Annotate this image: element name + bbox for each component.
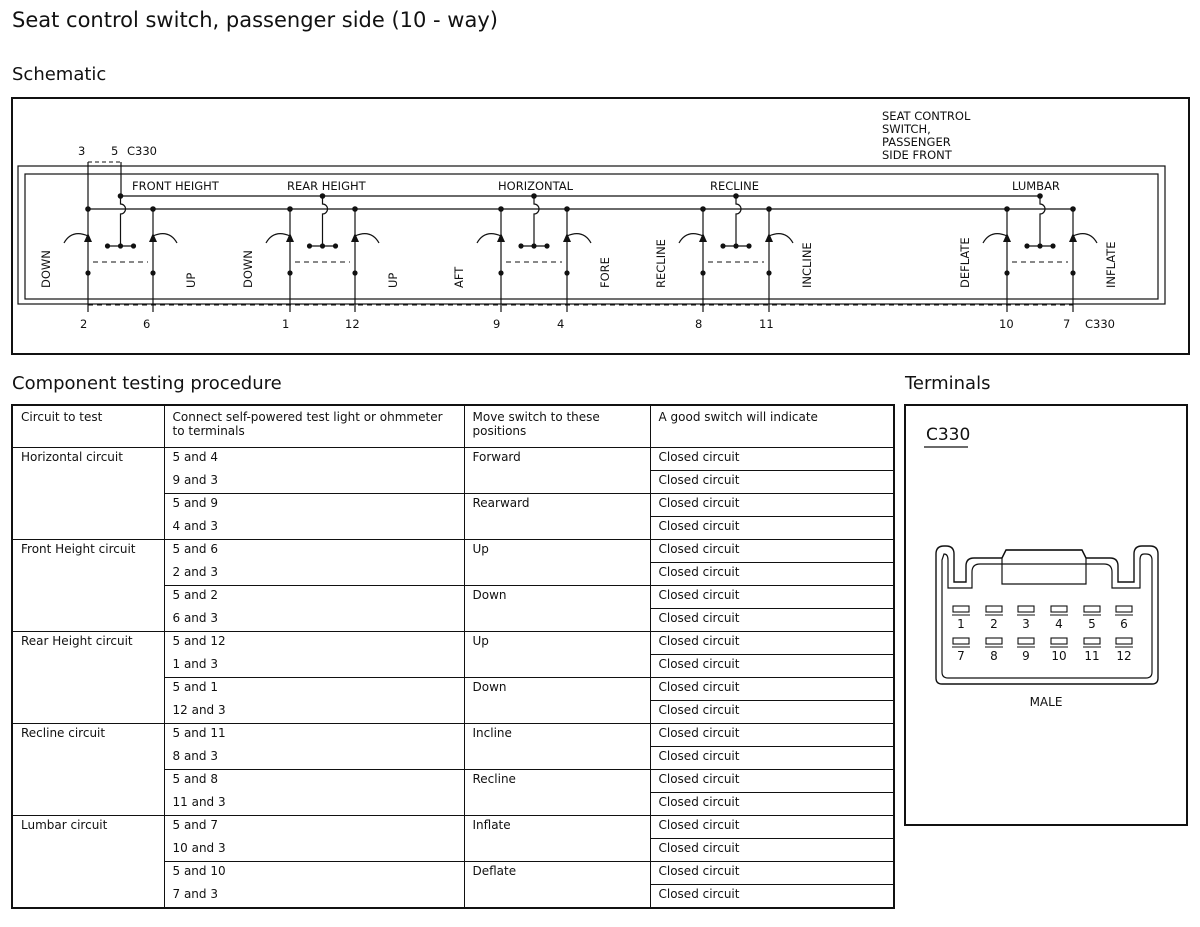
contact-dot [564,270,569,275]
component-label [882,109,971,162]
circuit-name-cell: Recline circuit [12,724,164,816]
contact-dot [320,243,325,248]
contact-dot [1037,243,1042,248]
component-label-line: SIDE FRONT [882,148,952,162]
terminal-pair-cell: 5 and 9 [164,494,464,517]
junction-dot [85,206,91,212]
terminal-number: 5 [1088,617,1096,631]
terminal-pin [986,606,1002,612]
junction-dot [287,206,293,212]
table-row [12,724,894,747]
component-label-line: SWITCH, [882,122,931,136]
result-cell: Closed circuit [650,678,894,701]
result-cell: Closed circuit [650,816,894,839]
terminal-number: 8 [990,649,998,663]
pin-number-label: 11 [759,317,774,331]
terminal-pair-cell: 4 and 3 [164,517,464,540]
terminal-pin [1116,606,1132,612]
position-label-left: RECLINE [654,239,668,288]
contact-dot [766,270,771,275]
terminal-number: 10 [1051,649,1067,663]
circuit-name-cell: Horizontal circuit [12,448,164,540]
wire-power [736,196,741,246]
section-name-label: FRONT HEIGHT [132,179,219,193]
column-header: Move switch to these positions [464,405,650,448]
result-cell: Closed circuit [650,770,894,793]
contact-dot [1004,270,1009,275]
top-connector-name: C330 [127,144,157,158]
position-label-right: UP [386,272,400,288]
terminal-pair-cell: 5 and 7 [164,816,464,839]
switch-position-cell: Incline [464,724,650,770]
switch-position-cell: Deflate [464,862,650,909]
schematic-heading: Schematic [12,64,107,85]
switch-section [958,179,1118,331]
terminal-pair-cell: 10 and 3 [164,839,464,862]
result-cell: Closed circuit [650,862,894,885]
contact-dot [518,243,523,248]
terminal-pin [1051,606,1067,612]
result-cell: Closed circuit [650,701,894,724]
wire-power [1040,196,1045,246]
contact-dot [307,243,312,248]
result-cell: Closed circuit [650,471,894,494]
result-cell: Closed circuit [650,540,894,563]
contact-dot [498,270,503,275]
pin-number-label: 2 [80,317,88,331]
terminal-pin [1084,638,1100,644]
junction-dot [766,206,772,212]
terminal-number: 7 [957,649,965,663]
switch-section [39,179,220,331]
top-pin-label: 5 [111,144,119,158]
component-label-line: SEAT CONTROL [882,109,971,123]
terminal-pair-cell: 12 and 3 [164,701,464,724]
contact-dot [131,243,136,248]
wire-power [121,196,126,246]
terminal-pair-cell: 5 and 2 [164,586,464,609]
terminal-pin [1051,638,1067,644]
table-row [12,540,894,563]
table-row [12,448,894,471]
switch-position-cell: Up [464,632,650,678]
position-label-right: INCLINE [800,242,814,288]
contact-dot [1070,270,1075,275]
contact-dot [544,243,549,248]
connector-gender-label: MALE [1029,695,1063,709]
result-cell: Closed circuit [650,839,894,862]
junction-dot [352,206,358,212]
pin-number-label: 6 [143,317,151,331]
terminal-pin [986,638,1002,644]
switch-position-cell: Rearward [464,494,650,540]
terminal-pair-cell: 5 and 4 [164,448,464,471]
contact-dot [150,270,155,275]
connector-latch [1002,550,1086,584]
contact-dot [287,270,292,275]
schematic-diagram [0,0,1200,360]
terminal-number: 11 [1084,649,1100,663]
terminal-pair-cell: 2 and 3 [164,563,464,586]
component-label-line: PASSENGER [882,135,951,149]
contact-dot [700,270,705,275]
page-title: Seat control switch, passenger side (10 - way) [12,8,498,32]
result-cell: Closed circuit [650,747,894,770]
pin-number-label: 9 [493,317,501,331]
bottom-connector-label: C330 [1085,317,1115,331]
result-cell: Closed circuit [650,655,894,678]
testing-procedure-table [11,404,895,909]
result-cell: Closed circuit [650,517,894,540]
result-cell: Closed circuit [650,885,894,909]
terminals-heading: Terminals [905,373,991,394]
contact-dot [733,243,738,248]
wire-power [534,196,539,246]
circuit-name-cell: Front Height circuit [12,540,164,632]
switch-position-cell: Down [464,586,650,632]
switch-section [452,179,612,331]
switch-section [654,179,814,331]
result-cell: Closed circuit [650,724,894,747]
contact-dot [720,243,725,248]
terminal-pin [1018,638,1034,644]
result-cell: Closed circuit [650,494,894,517]
contact-dot [746,243,751,248]
column-header: Connect self-powered test light or ohmmeter to terminals [164,405,464,448]
circuit-name-cell: Lumbar circuit [12,816,164,909]
position-label-right: FORE [598,257,612,288]
schematic-frame [12,98,1189,354]
junction-dot [700,206,706,212]
contact-dot [1024,243,1029,248]
section-name-label: REAR HEIGHT [287,179,366,193]
position-label-left: DOWN [39,250,53,288]
contact-dot [105,243,110,248]
terminal-pair-cell: 9 and 3 [164,471,464,494]
terminal-pair-cell: 5 and 11 [164,724,464,747]
result-cell: Closed circuit [650,609,894,632]
terminal-pair-cell: 5 and 8 [164,770,464,793]
junction-dot [1070,206,1076,212]
connector-name: C330 [926,425,971,445]
terminal-pair-cell: 5 and 1 [164,678,464,701]
pin-number-label: 7 [1063,317,1071,331]
terminal-pin [953,606,969,612]
junction-dot [498,206,504,212]
contact-dot [333,243,338,248]
junction-dot [564,206,570,212]
terminal-pin [953,638,969,644]
terminal-pair-cell: 11 and 3 [164,793,464,816]
terminal-number: 2 [990,617,998,631]
terminal-number: 9 [1022,649,1030,663]
column-header: Circuit to test [12,405,164,448]
terminal-pair-cell: 8 and 3 [164,747,464,770]
terminal-pair-cell: 1 and 3 [164,655,464,678]
result-cell: Closed circuit [650,448,894,471]
terminal-pair-cell: 7 and 3 [164,885,464,909]
procedure-heading: Component testing procedure [12,373,282,394]
connector-c330-view [906,406,1186,824]
pin-number-label: 4 [557,317,565,331]
contact-dot [531,243,536,248]
circuit-name-cell: Rear Height circuit [12,632,164,724]
junction-dot [150,206,156,212]
position-label-left: AFT [452,266,466,288]
switch-position-cell: Inflate [464,816,650,862]
switch-position-cell: Forward [464,448,650,494]
terminal-number: 12 [1116,649,1132,663]
terminal-pair-cell: 5 and 12 [164,632,464,655]
terminal-pin [1018,606,1034,612]
section-name-label: LUMBAR [1012,179,1060,193]
column-header: A good switch will indicate [650,405,894,448]
terminal-pin [1084,606,1100,612]
table-row [12,816,894,839]
contact-dot [1050,243,1055,248]
terminal-pair-cell: 5 and 6 [164,540,464,563]
terminal-pair-cell: 6 and 3 [164,609,464,632]
position-label-right: UP [184,272,198,288]
terminal-number: 3 [1022,617,1030,631]
position-label-left: DOWN [241,250,255,288]
contact-dot [352,270,357,275]
terminal-number: 6 [1120,617,1128,631]
result-cell: Closed circuit [650,586,894,609]
terminal-pin [1116,638,1132,644]
contact-dot [118,243,123,248]
top-connector [78,144,157,209]
contact-dot [85,270,90,275]
result-cell: Closed circuit [650,563,894,586]
switch-position-cell: Down [464,678,650,724]
junction-dot [1004,206,1010,212]
switch-position-cell: Up [464,540,650,586]
section-name-label: HORIZONTAL [498,179,574,193]
pin-number-label: 12 [345,317,360,331]
section-name-label: RECLINE [710,179,759,193]
result-cell: Closed circuit [650,793,894,816]
top-pin-label: 3 [78,144,86,158]
position-label-right: INFLATE [1104,241,1118,288]
pin-number-label: 10 [999,317,1014,331]
table-row [12,632,894,655]
wire-power [323,196,328,246]
terminal-number: 1 [957,617,965,631]
pin-number-label: 1 [282,317,290,331]
switch-position-cell: Recline [464,770,650,816]
terminal-number: 4 [1055,617,1063,631]
terminals-panel [904,404,1188,826]
pin-number-label: 8 [695,317,703,331]
position-label-left: DEFLATE [958,237,972,288]
switch-section [241,179,400,331]
terminal-pair-cell: 5 and 10 [164,862,464,885]
switch-sections [39,179,1118,331]
result-cell: Closed circuit [650,632,894,655]
